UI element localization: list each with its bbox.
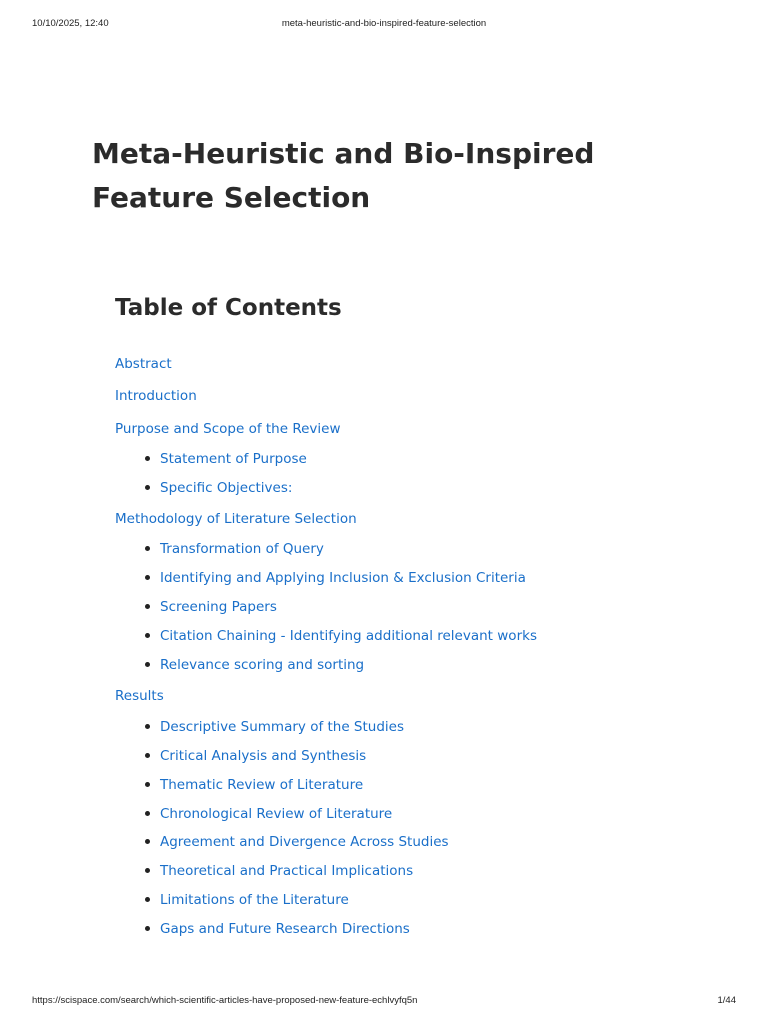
list-item [160,717,404,736]
toc-heading: Table of Contents [115,295,342,321]
bullet-icon [145,839,150,844]
list-item [160,626,537,645]
toc-link-implications[interactable]: Theoretical and Practical Implications [160,863,414,879]
list-item [160,655,364,674]
toc-link-methodology[interactable]: Methodology of Literature Selection [115,511,357,527]
toc-link-citation-chaining[interactable]: Citation Chaining - Identifying additional relevant works [160,628,537,644]
toc-link-transformation-of-query[interactable]: Transformation of Query [160,541,324,557]
toc-link-screening-papers[interactable]: Screening Papers [160,599,277,615]
toc-link-purpose-scope[interactable]: Purpose and Scope of the Review [115,421,341,437]
toc-link-abstract[interactable]: Abstract [115,356,172,372]
list-item [160,597,277,616]
list-item [160,449,307,468]
page-number: 1/44 [717,995,736,1006]
page-title: Meta-Heuristic and Bio-Inspired Feature Selection [92,137,595,214]
bullet-icon [145,868,150,873]
bullet-icon [145,456,150,461]
toc-link-thematic-review[interactable]: Thematic Review of Literature [160,777,364,793]
print-footer [32,995,736,1007]
toc-link-critical-analysis[interactable]: Critical Analysis and Synthesis [160,748,367,764]
list-item [160,775,363,794]
toc-link-agreement-divergence[interactable]: Agreement and Divergence Across Studies [160,834,449,850]
list-item [160,539,324,558]
bullet-icon [145,546,150,551]
bullet-icon [145,811,150,816]
toc-link-specific-objectives[interactable]: Specific Objectives: [160,480,293,496]
print-date: 10/10/2025, 12:40 [32,18,109,29]
bullet-icon [145,897,150,902]
list-item [160,568,526,587]
toc-link-chronological-review[interactable]: Chronological Review of Literature [160,806,393,822]
list-item [160,919,410,938]
list-item [160,746,366,765]
bullet-icon [145,926,150,931]
bullet-icon [145,724,150,729]
toc-link-results[interactable]: Results [115,688,164,704]
list-item [160,478,292,497]
bullet-icon [145,485,150,490]
toc-link-statement-of-purpose[interactable]: Statement of Purpose [160,451,307,467]
bullet-icon [145,753,150,758]
print-document-title: meta-heuristic-and-bio-inspired-feature-selection [281,18,487,29]
bullet-icon [145,782,150,787]
list-item [160,890,349,909]
bullet-icon [145,633,150,638]
list-item [160,861,413,880]
toc-link-relevance-scoring[interactable]: Relevance scoring and sorting [160,657,365,673]
toc-link-inclusion-exclusion[interactable]: Identifying and Applying Inclusion & Exclusion Criteria [160,570,526,586]
bullet-icon [145,604,150,609]
list-item [160,804,392,823]
toc-link-gaps-future[interactable]: Gaps and Future Research Directions [160,921,410,937]
list-item [160,832,449,851]
toc-link-limitations[interactable]: Limitations of the Literature [160,892,349,908]
toc-link-descriptive-summary[interactable]: Descriptive Summary of the Studies [160,719,405,735]
bullet-icon [145,575,150,580]
print-header [32,18,736,30]
print-url: https://scispace.com/search/which-scientific-articles-have-proposed-new-feature-echlvyfq5n [32,995,418,1006]
table-of-contents [115,290,715,937]
bullet-icon [145,662,150,667]
toc-link-introduction[interactable]: Introduction [115,388,197,404]
